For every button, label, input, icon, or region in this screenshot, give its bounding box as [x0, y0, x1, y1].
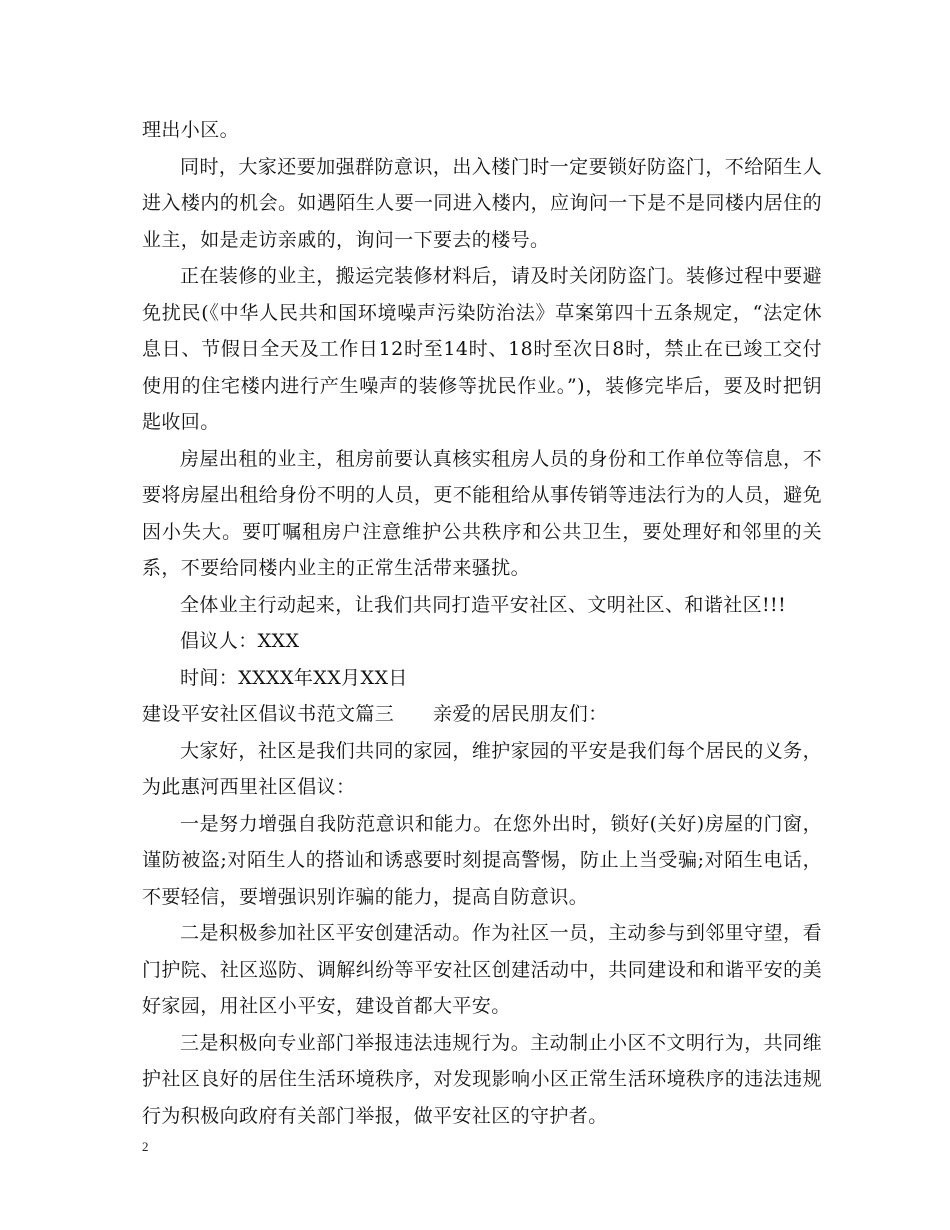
paragraph: 三是积极向专业部门举报违法违规行为。主动制止小区不文明行为，共同维护社区良好的居住生活环境秩序，对发现影响小区正常生活环境秩序的违法违规行为积极向政府有关部门举报，做平安社区的守护者。: [142, 1031, 822, 1127]
paragraph: 大家好，社区是我们共同的家园，维护家园的平安是我们每个居民的义务，为此惠河西里社区倡议：: [142, 739, 822, 798]
paragraph: 同时，大家还要加强群防意识，出入楼门时一定要锁好防盗门，不给陌生人进入楼内的机会。如遇陌生人要一同进入楼内，应询问一下是不是同楼内居住的业主，如是走访亲戚的，询问一下要去的楼号。: [142, 155, 822, 251]
paragraph: 房屋出租的业主，租房前要认真核实租房人员的身份和工作单位等信息，不要将房屋出租给身份不明的人员，更不能租给从事传销等违法行为的人员，避免因小失大。要叮嘱租房户注意维护公共秩序和公共卫生，要处理好和邻里的关系，不要给同楼内业主的正常生活带来骚扰。: [142, 447, 822, 579]
paragraph: 二是积极参加社区平安创建活动。作为社区一员，主动参与到邻里守望，看门护院、社区巡防、调解纠纷等平安社区创建活动中，共同建设和和谐平安的美好家园，用社区小平安，建设首都大平安。: [142, 922, 822, 1017]
document-body: [142, 112, 822, 1134]
paragraph: 正在装修的业主，搬运完装修材料后，请及时关闭防盗门。装修过程中要避免扰民(《中华人民共和国环境噪声污染防治法》草案第四十五条规定，“法定休息日、节假日全天及工作日12时至14时、18时至次日8时，禁止在已竣工交付使用的住宅楼内进行产生噪声的装修等扰民作业。”)，装修完毕后，要及时把钥匙收回。: [142, 265, 822, 433]
paragraph: 建设平安社区倡议书范文篇三 亲爱的居民朋友们：: [142, 703, 608, 725]
paragraph: 理出小区。: [142, 119, 240, 141]
paragraph: 时间：XXXX年XX月XX日: [180, 666, 408, 689]
paragraph: 倡议人：XXX: [180, 630, 300, 652]
paragraph: 一是努力增强自我防范意识和能力。在您外出时，锁好(关好)房屋的门窗，谨防被盗;对陌生人的搭讪和诱惑要时刻提高警惕，防止上当受骗;对陌生电话，不要轻信，要增强识别诈骗的能力，提高自防意识。: [142, 812, 822, 908]
paragraph: 全体业主行动起来，让我们共同打造平安社区、文明社区、和谐社区!!!: [180, 593, 787, 616]
page-number: 2: [142, 1139, 149, 1154]
